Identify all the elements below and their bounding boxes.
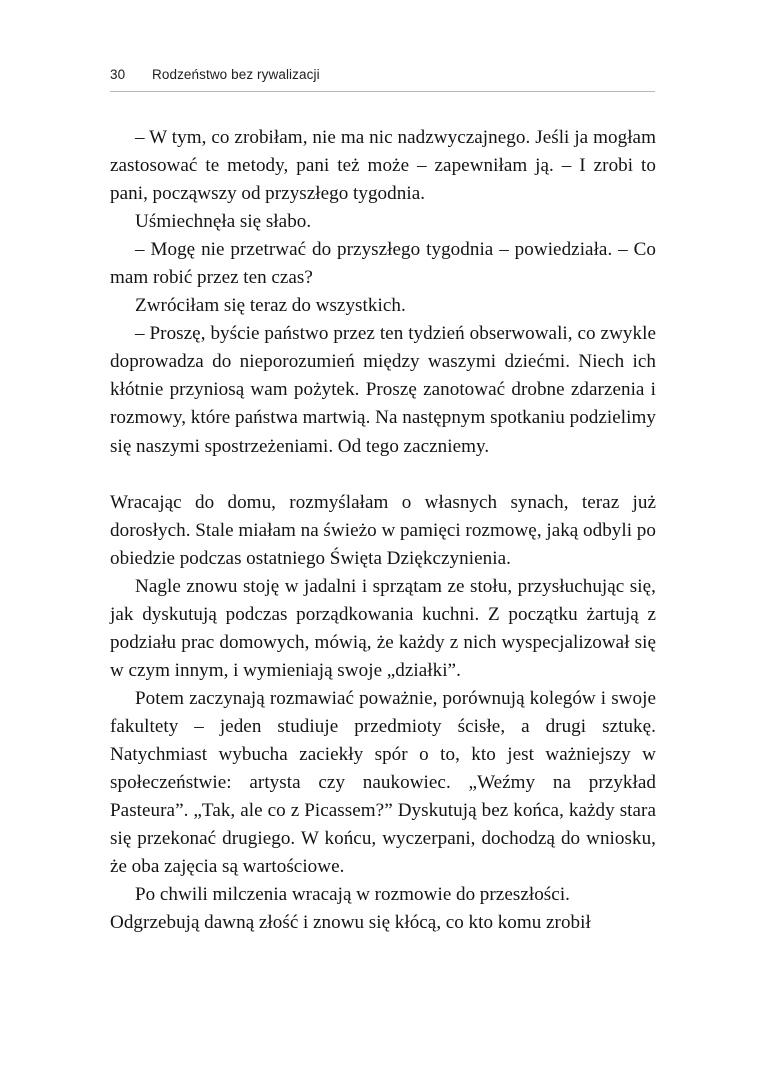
paragraph-dialogue-1: – W tym, co zrobiłam, nie ma nic nadzwyczajnego. Jeśli ja mogłam zastosować te metody, pani też może – zapewniłam ją. – I zrobi to pani, począwszy od przyszłego tygodnia. — [110, 127, 656, 205]
running-head — [110, 66, 655, 90]
page-number: 30 — [110, 67, 126, 82]
paragraph-narration-1: Uśmiechnęła się słabo. — [135, 211, 312, 233]
running-head-row — [110, 66, 655, 83]
paragraph-dialogue-3: – Proszę, byście państwo przez ten tydzień obserwowali, co zwykle doprowadza do nieporozumień między waszymi dziećmi. Niech ich kłótnie przyniosą wam pożytek. Proszę zanotować drobne zdarzenia i rozmowy, które państwa martwią. Na następnym spotkaniu podzielimy się naszymi spostrzeżeniami. Od tego zaczniemy. — [110, 323, 656, 457]
paragraph-narration-4: Potem zaczynają rozmawiać poważnie, porównują kolegów i swoje fakultety – jeden studiuje przedmioty ścisłe, a drugi sztukę. Natychmiast wybucha zaciekły spór o to, kto jest ważniejszy w społeczeństwie: artysta czy naukowiec. „Weźmy na przykład Pasteura”. „Tak, ale co z Picassem?” Dyskutują bez końca, każdy stara się przekonać drugiego. W końcu, wyczerpani, dochodzą do wniosku, że oba zajęcia są wartościowe. — [110, 687, 656, 878]
paragraph-narration-2: Zwróciłam się teraz do wszystkich. — [135, 295, 406, 317]
paragraph-narration-5-continues: Po chwili milczenia wracają w rozmowie do przeszłości. Odgrzebują dawną złość i znowu się kłócą, co kto komu zrobił — [110, 884, 591, 934]
paragraph-section-opening: Wracając do domu, rozmyślałam o własnych synach, teraz już dorosłych. Stale miałam na świeżo w pamięci rozmowę, jaką odbyli po obiedzie podczas ostatniego Święta Dziękczynienia. — [110, 491, 656, 569]
body-text-block — [110, 124, 656, 937]
header-divider-rule — [110, 91, 655, 92]
paragraph-dialogue-2: – Mogę nie przetrwać do przyszłego tygodnia – powiedziała. – Co mam robić przez ten czas? — [110, 239, 656, 289]
paragraph-narration-3: Nagle znowu stoję w jadalni i sprzątam ze stołu, przysłuchując się, jak dyskutują podczas porządkowania kuchni. Z początku żartują z podziału prac domowych, mówią, że każdy z nich wyspecjalizował się w czym innym, i wymieniają swoje „działki”. — [110, 575, 656, 681]
running-title: Rodzeństwo bez rywalizacji — [152, 67, 320, 82]
